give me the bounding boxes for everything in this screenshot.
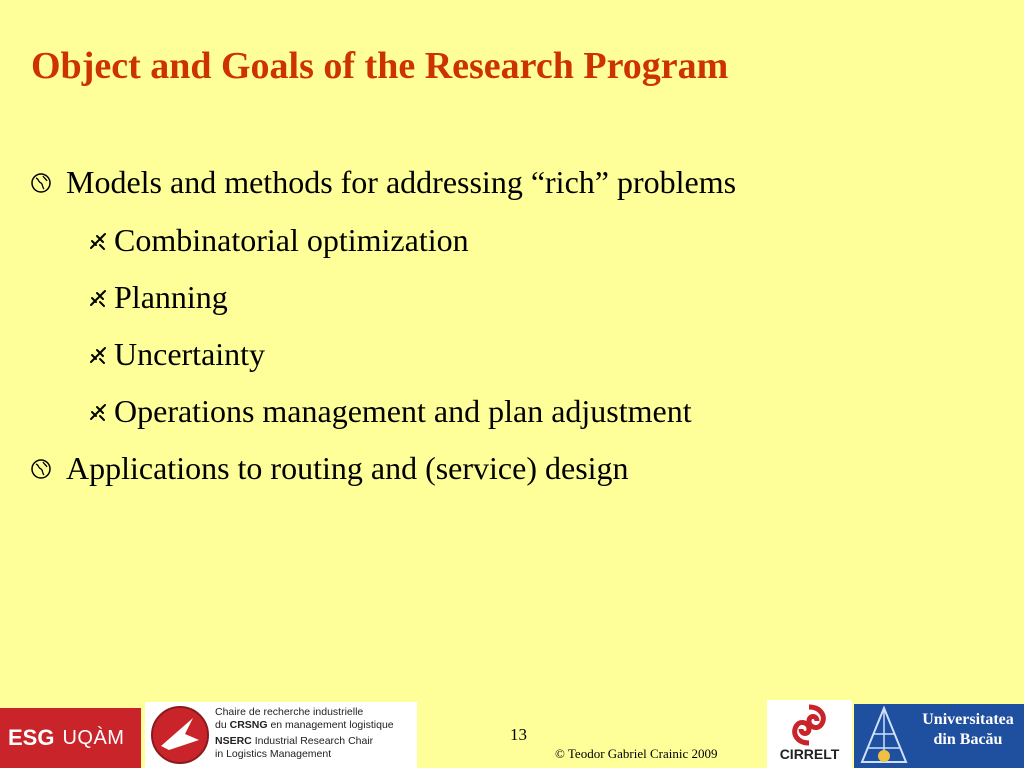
- bullet-item: [30, 450, 629, 487]
- bacau-university-logo: [854, 704, 1024, 768]
- airplane-icon: [88, 345, 108, 365]
- cirrelt-logo-icon: [787, 703, 831, 747]
- globe-icon: [30, 458, 52, 480]
- sub-bullet-text: Combinatorial optimization: [114, 222, 469, 258]
- sub-bullet-text: Planning: [114, 279, 228, 315]
- bullet-item: [30, 164, 736, 201]
- bacau-logo-text: Universitatea din Bacău: [922, 711, 1014, 748]
- airplane-icon: [88, 402, 108, 422]
- chair-logo-icon: [149, 704, 211, 766]
- uqam-logo-text: UQÀM: [62, 726, 125, 749]
- cirrelt-logo-text: CIRRELT: [779, 746, 840, 762]
- sub-bullet-item: [88, 393, 692, 430]
- esg-uqam-logo: [0, 708, 141, 768]
- page-number: 13: [510, 725, 527, 744]
- crsng-nserc-logo: [145, 702, 417, 768]
- globe-icon: [30, 172, 52, 194]
- airplane-icon: [88, 288, 108, 308]
- slide-title: Object and Goals of the Research Program: [31, 45, 729, 87]
- crsng-text-block: Chaire de recherche industrielle du CRSNG en management logistique NSERC Industrial Research Chair in Logistics Management: [215, 706, 394, 760]
- sub-bullet-item: [88, 222, 469, 259]
- bullet-text: Models and methods for addressing “rich” problems: [66, 164, 737, 200]
- sub-bullet-text: Operations management and plan adjustment: [114, 393, 692, 429]
- airplane-icon: [88, 231, 108, 251]
- sub-bullet-item: [88, 336, 265, 373]
- esg-logo-text: ESG: [8, 725, 55, 750]
- sub-bullet-item: [88, 279, 228, 316]
- cirrelt-logo: [767, 700, 852, 768]
- sub-bullet-text: Uncertainty: [114, 336, 266, 372]
- bullet-text: Applications to routing and (service) design: [66, 450, 629, 486]
- bacau-emblem-icon: [856, 704, 912, 768]
- copyright-text: © Teodor Gabriel Crainic 2009: [555, 746, 718, 761]
